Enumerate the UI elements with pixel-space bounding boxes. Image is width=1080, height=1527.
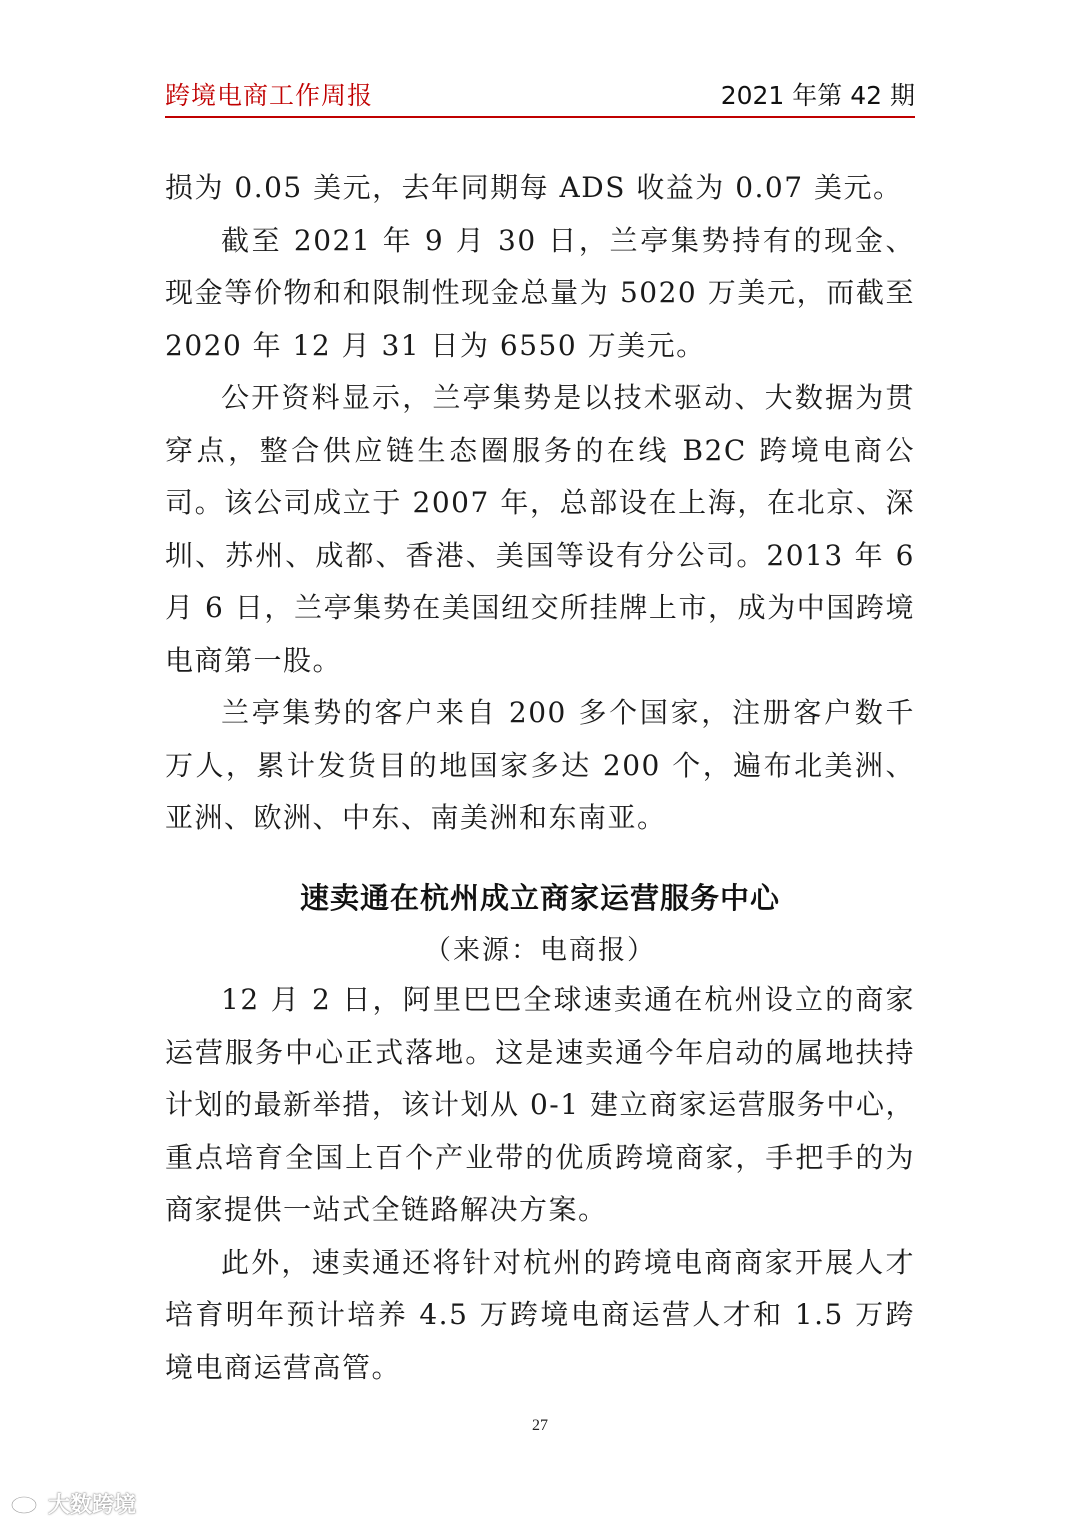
paragraph-cash-holdings: 截至 2021 年 9 月 30 日，兰亭集势持有的现金、现金等价物和和限制性现金总量为 5020 万美元，而截至 2020 年 12 月 31 日为 6550 万美元。 [165, 223, 915, 362]
weibo-logo-icon [10, 1489, 44, 1519]
section-source: （来源：电商报） [424, 935, 656, 966]
section-title: 速卖通在杭州成立商家运营服务中心 [299, 881, 780, 915]
paragraph-service-center: 12 月 2 日，阿里巴巴全球速卖通在杭州设立的商家运营服务中心正式落地。这是速卖通今年启动的属地扶持计划的最新举措，该计划从 0-1 建立商家运营服务中心，重点培育全国上百个产业带的优质跨境商家，手把手的为商家提供一站式全链路解决方案。 [165, 983, 915, 1226]
page-header [165, 76, 915, 116]
article-body-top [165, 162, 915, 845]
publication-title: 跨境电商工作周报 [165, 81, 374, 110]
paragraph-company-profile: 公开资料显示，兰亭集势是以技术驱动、大数据为贯穿点，整合供应链生态圈服务的在线 B2C 跨境电商公司。该公司成立于 2007 年，总部设在上海，在北京、深圳、苏州、成都、香港、美国等设有分公司。2013 年 6 月 6 日，兰亭集势在美国纽交所挂牌上市，成为中国跨境电商第一股。 [165, 381, 915, 677]
paragraph-customers: 兰亭集势的客户来自 200 多个国家，注册客户数千万人，累计发货目的地国家多达 200 个，遍布北美洲、亚洲、欧洲、中东、南美洲和东南亚。 [165, 696, 915, 834]
watermark-text: 大数跨境 [48, 1493, 137, 1518]
watermark [10, 1488, 136, 1519]
article-body-section [165, 974, 915, 1394]
issue-number: 2021 年第 42 期 [720, 81, 915, 110]
page-number: 27 [532, 1417, 548, 1434]
paragraph-continuation: 损为 0.05 美元，去年同期每 ADS 收益为 0.07 美元。 [165, 171, 903, 204]
paragraph-talent-training: 此外，速卖通还将针对杭州的跨境电商商家开展人才培育明年预计培养 4.5 万跨境电商运营人才和 1.5 万跨境电商运营高管。 [165, 1245, 915, 1384]
header-divider [165, 116, 915, 118]
